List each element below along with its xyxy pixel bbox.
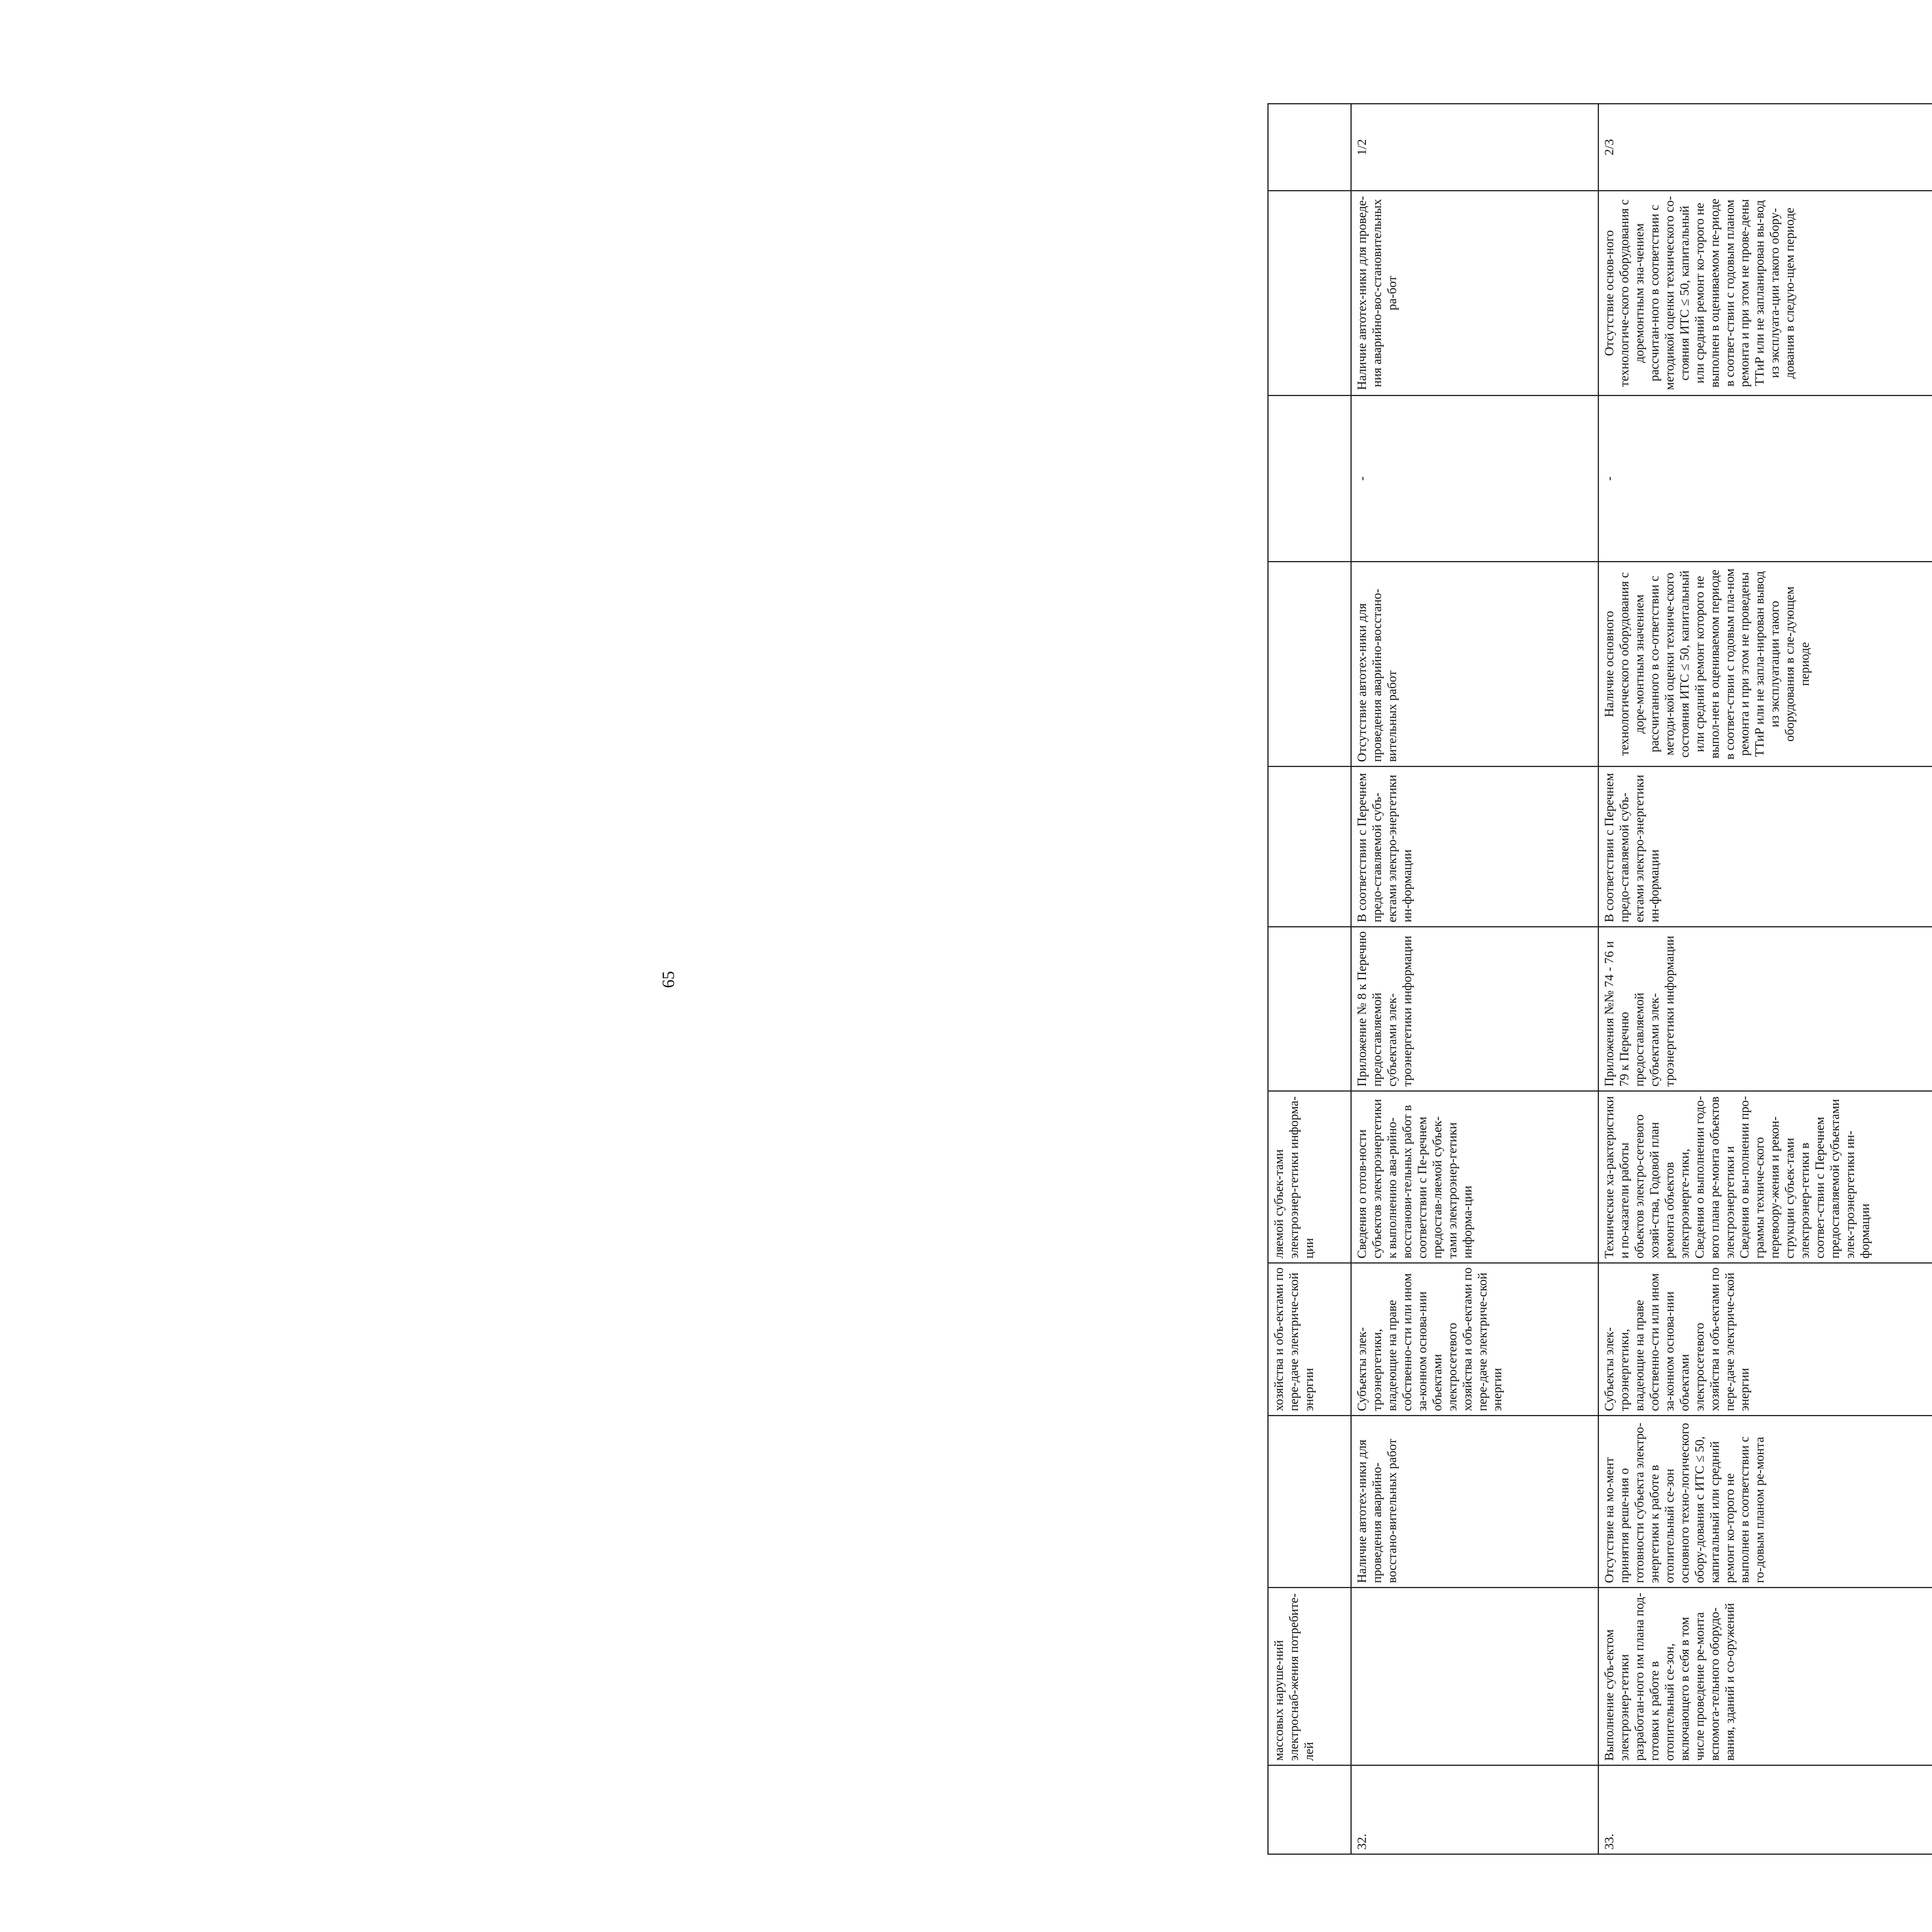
criterion-cell: Отсутствие на мо-мент принятия реше-ния о готовности субъекта электро-энергетики к работе в отопительный се-зон основного техно-логического обору-дования с ИТС ≤ 50, капитальный или средний ремонт ко-торого не выполнен в соответствии с го-довым планом ре-монта	[1599, 1416, 1932, 1588]
condition-zero-cell: Наличие основного технологического оборудования с доре-монтным значением рассчитанного в со-ответствии с методи-кой оценки техниче-ского состояния ИТС ≤ 50, капитальный или средний ремонт которого не выпол-нен в оцениваемом периоде в соответ-ствии с годовым пла-ном ремонта и при этом не проведены ТТиР или не запла-нирован вывод из эксплуатации такого оборудования в сле-дующем периоде	[1599, 562, 1932, 767]
criterion-cell	[1268, 1416, 1351, 1588]
condition-full-cell: Отсутствие основ-ного технологиче-ского оборудования с доремонтным зна-чением рассчитан-ного в соответствии с методикой оценки технического со-стояния ИТС ≤ 50, капитальный или средний ремонт ко-торого не выполнен в оцениваемом пе-риоде в соответ-ствии с годовым планом ремонта и при этом не прове-дены ТТиР или не запланирован вы-вод из эксплуата-ции такого обору-дования в следую-щем периоде	[1599, 191, 1932, 396]
condition-mid-cell	[1268, 396, 1351, 562]
deadline-cell: В соответствии с Перечнем предо-ставляемой субъ-ектами электро-энергетики ин-формации	[1351, 767, 1599, 927]
criterion-cell: Наличие автотех-ники для проведения аварийно-восстано-вительных работ	[1351, 1416, 1599, 1588]
deadline-cell	[1268, 767, 1351, 927]
requirement-cell: Выполнение субъ-ектом электроэнер-гетики разработан-ного им плана под-готовки к работе в отопительный се-зон, включающего в себя в том числе проведение ре-монта вспомога-тельного оборудо-вания, зданий и со-оружений	[1599, 1588, 1932, 1765]
row-number-cell: 33.	[1599, 1765, 1932, 1854]
condition-zero-cell	[1268, 562, 1351, 767]
requirement-cell: массовых наруше-ний электроснаб-жения потребите-лей	[1268, 1588, 1351, 1765]
appendix-cell: Приложения №№ 74 - 76 и 79 к Перечню предоставляемой субъектами элек-троэнергетики информации	[1599, 927, 1932, 1091]
deadline-cell: В соответствии с Перечнем предо-ставляемой субъ-ектами электро-энергетики ин-формации	[1599, 767, 1932, 927]
condition-full-cell: Наличие автотех-ники для проведе-ния аварийно-вос-становительных ра-бот	[1351, 191, 1599, 396]
row-number-cell: 32.	[1351, 1765, 1599, 1854]
row-number-cell	[1268, 1765, 1351, 1854]
condition-zero-cell: Отсутствие автотех-ники для проведения аварийно-восстано-вительных работ	[1351, 562, 1599, 767]
subjects-cell: Субъекты элек-троэнергетики, владеющие на праве собственно-сти или ином за-конном основа-нии объектами электросетевого хозяйства и объ-ектами по пере-даче электриче-ской энергии	[1351, 1263, 1599, 1416]
subjects-cell: Субъекты элек-троэнергетики, владеющие на праве собственно-сти или ином за-конном основа-нии объектами электросетевого хозяйства и объ-ектами по пере-даче электриче-ской энергии	[1599, 1263, 1932, 1416]
table-row	[1351, 104, 1599, 1854]
requirement-cell	[1351, 1588, 1599, 1765]
weight-cell: 2/3	[1599, 104, 1932, 191]
condition-mid-cell: -	[1599, 396, 1932, 562]
condition-mid-cell: -	[1351, 396, 1599, 562]
appendix-cell	[1268, 927, 1351, 1091]
weight-cell	[1268, 104, 1351, 191]
source-info-cell: Сведения о готов-ности субъектов электроэнергетики к выполнению ава-рийно-восстанови-тельных работ в соответствии с Пе-речнем предостав-ляемой субъек-тами электроэнер-гетики информа-ции	[1351, 1091, 1599, 1263]
table-row	[1268, 104, 1351, 1854]
source-info-cell: ляемой субъек-тами электроэнер-гетики информа-ции	[1268, 1091, 1351, 1263]
appendix-cell: Приложение № 8 к Перечню предоставляемой субъектами элек-троэнергетики информации	[1351, 927, 1599, 1091]
table-row	[1599, 104, 1932, 1854]
source-info-cell: Технические ха-рактеристики и по-казатели работы объектов электро-сетевого хозяй-ства, Годовой план ремонта объектов электроэнерге-тики, Сведения о выполнении годо-вого плана ре-монта объектов электроэнергетики и Сведения о вы-полнении про-граммы техниче-ского перевоору-жения и рекон-струкции субъек-тами электроэнер-гетики в соответ-ствии с Перечнем предоставляемой субъектами элек-троэнергетики ин-формации	[1599, 1091, 1932, 1263]
weight-cell: 1/2	[1351, 104, 1599, 191]
condition-full-cell	[1268, 191, 1351, 396]
requirements-table	[1267, 103, 1932, 1855]
subjects-cell: хозяйства и объ-ектами по пере-даче электриче-ской энергии	[1268, 1263, 1351, 1416]
rotated-table-container	[1267, 104, 1932, 1855]
page-number: 65	[659, 971, 678, 988]
